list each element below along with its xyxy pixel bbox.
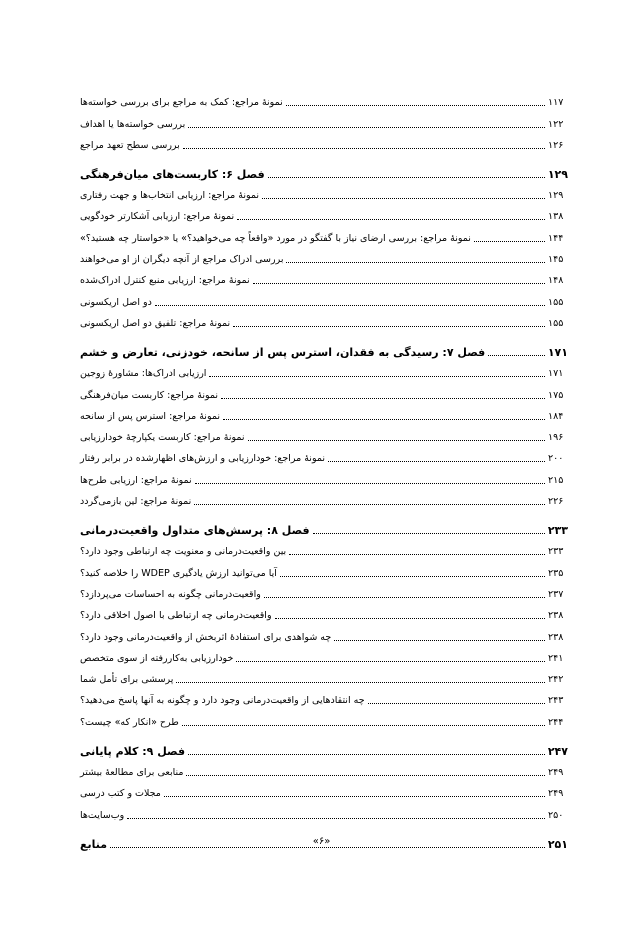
toc-entry [78,287,568,308]
dot-leader [186,775,545,776]
toc-entry [78,707,568,728]
dot-leader [334,640,545,641]
toc-entry [78,800,568,821]
toc-page-number: ۲۳۸ [548,631,564,643]
toc-page-number: ۱۲۹ [548,190,564,202]
toc-entry [78,181,568,202]
toc-page-number: ۲۳۷ [548,588,564,600]
toc-entry [78,423,568,444]
toc-page-number: ۲۳۳ [547,524,568,538]
toc-page-number: ۲۰۰ [548,453,564,465]
toc-page-number: ۱۸۴ [548,410,564,422]
toc-entry [78,537,568,558]
dot-leader [262,198,545,199]
toc-entry [78,487,568,508]
toc-chapter-entry [78,335,568,359]
toc-chapter-entry [78,513,568,537]
toc-entry [78,644,568,665]
toc-page-number: ۲۳۳ [548,546,564,558]
dot-leader [183,148,545,149]
toc-entry-title: نمونهٔ مراجع: کمک به مراجع برای بررسی خواسته‌ها [80,97,283,109]
toc-entry [78,444,568,465]
toc-page-number: ۱۲۹ [547,167,568,181]
dot-leader [488,355,545,356]
dot-leader [188,754,545,755]
toc-entry-title: منابع [80,837,108,851]
dot-leader [233,326,545,327]
page-number: «۶» [312,836,331,847]
toc-page-number: ۲۴۹ [548,788,564,800]
toc-entry-title: پرسشی برای تأمل شما [80,674,174,686]
toc-page-number: ۱۲۲ [548,118,564,130]
toc-entry [78,88,568,109]
toc-page-number: ۱۴۸ [548,275,564,287]
toc-entry-title: فصل ۹: کلام پایانی [80,744,186,758]
toc-entry [78,601,568,622]
dot-leader [188,127,545,128]
dot-leader [209,376,545,377]
toc-entry [78,131,568,152]
toc-entry [78,309,568,330]
toc-entry-title: نمونهٔ مراجع: ارزیابی انتخاب‌ها و جهت رفتاری [80,190,260,202]
toc-page-number: ۱۹۶ [548,432,564,444]
toc-page-number: ۲۴۲ [548,674,564,686]
toc-entry-title: نمونهٔ مراجع: ارزیابی آشکارتر خودگویی [80,211,235,223]
toc-entry-title: نمونهٔ مراجع: بررسی ارضای نیاز با گفتگو در مورد «واقعاً چه می‌خواهید؟» یا «خواستار چه هستید؟» [80,232,471,244]
toc-page-number: ۱۱۷ [548,97,564,109]
toc-page-number: ۲۳۸ [548,610,564,622]
toc-entry [78,402,568,423]
toc-entry [78,109,568,130]
dot-leader [313,533,545,534]
toc-entry [78,580,568,601]
toc-entry [78,202,568,223]
toc-entry-title: نمونهٔ مراجع: خودارزیابی و ارزش‌های اظهارشده در برابر رفتار [80,453,325,465]
toc-page-number: ۱۵۵ [548,296,564,308]
toc-entry-title: فصل ۶: کاربست‌های میان‌فرهنگی [80,167,265,181]
dot-leader [264,597,545,598]
toc-entry-title: فصل ۸: پرسش‌های متداول واقعیت‌درمانی [80,524,310,538]
toc-entry-title: نمونهٔ مراجع: کاربست یکپارچهٔ خودارزیابی [80,432,245,444]
toc-entry [78,558,568,579]
toc-page-number: ۲۴۹ [548,767,564,779]
toc-entry [78,359,568,380]
toc-entry-title: آیا می‌توانید ارزش یادگیری WDEP را خلاصه کنید؟ [80,567,277,579]
toc-page-number: ۲۵۱ [547,837,568,851]
toc-entry-title: منابعی برای مطالعهٔ بیشتر [80,767,184,779]
toc-page-number: ۲۱۵ [548,474,564,486]
toc-entry-title: چه انتقادهایی از واقعیت‌درمانی وجود دارد و چگونه به آنها پاسخ می‌دهید؟ [80,695,365,707]
toc-entry [78,245,568,266]
toc-page-number: ۲۴۴ [548,716,564,728]
dot-leader [275,618,545,619]
dot-leader [176,682,545,683]
toc-page-number: ۲۴۷ [547,744,568,758]
toc-entry-title: وب‌سایت‌ها [80,809,125,821]
toc-entry-title: فصل ۷: رسیدگی به فقدان، استرس پس از سانحه، خودزنی، تعارض و خشم [80,345,486,359]
dot-leader [474,241,545,242]
dot-leader [182,725,545,726]
toc-entry-title: دو اصل اریکسونی [80,296,152,308]
toc-entry-title: نمونهٔ مراجع: تلفیق دو اصل اریکسونی [80,317,231,329]
toc-entry-title: ارزیابی ادراک‌ها: مشاورهٔ زوجین [80,368,207,380]
toc-entry-title: نمونهٔ مراجع: لین بازمی‌گردد [80,496,192,508]
dot-leader [221,398,545,399]
toc-page-number: ۱۷۵ [548,389,564,401]
toc-entry-title: نمونهٔ مراجع: ارزیابی طرح‌ها [80,474,192,486]
toc-entry-title: نمونهٔ مراجع: کاربست میان‌فرهنگی [80,389,219,401]
dot-leader [286,262,545,263]
toc-entry-title: بررسی خواسته‌ها یا اهداف [80,118,186,130]
toc-page-number: ۱۴۵ [548,254,564,266]
toc-entry-title: بین واقعیت‌درمانی و معنویت چه ارتباطی وجود دارد؟ [80,546,287,558]
toc-page-number: ۱۴۴ [548,232,564,244]
toc-entry-title: بررسی ادراک مراجع از آنچه دیگران از او می‌خواهند [80,254,284,266]
dot-leader [289,554,545,555]
toc-entry [78,779,568,800]
toc-page-number: ۱۳۸ [548,211,564,223]
toc-entry-title: نمونهٔ مراجع: ارزیابی منبع کنترل ادراک‌شده [80,275,250,287]
dot-leader [155,305,545,306]
toc-entry [78,665,568,686]
dot-leader [280,576,545,577]
toc-entry [78,380,568,401]
dot-leader [268,177,545,178]
table-of-contents [78,88,568,851]
dot-leader [195,483,545,484]
toc-entry [78,622,568,643]
dot-leader [368,703,545,704]
toc-entry [78,465,568,486]
dot-leader [248,440,545,441]
toc-entry-title: خودارزیابی به‌کاررفته از سوی متخصص [80,652,234,664]
toc-page-number: ۱۷۱ [547,345,568,359]
toc-page-number: ۲۳۵ [548,567,564,579]
toc-entry-title: بررسی سطح تعهد مراجع [80,139,180,151]
toc-entry [78,223,568,244]
toc-page-number: ۲۴۱ [548,652,564,664]
toc-page-number: ۱۷۱ [548,368,564,380]
toc-entry-title: نمونهٔ مراجع: استرس پس از سانحه [80,410,220,422]
dot-leader [236,661,545,662]
toc-entry [78,266,568,287]
toc-page-number: ۲۴۳ [548,695,564,707]
dot-leader [328,461,545,462]
dot-leader [194,504,545,505]
toc-chapter-entry [78,157,568,181]
dot-leader [237,219,545,220]
dot-leader [164,796,545,797]
toc-page-number: ۲۲۶ [548,496,564,508]
dot-leader [253,283,545,284]
toc-page-number: ۲۵۰ [548,809,564,821]
toc-entry-title: واقعیت‌درمانی چگونه به احساسات می‌پردازد؟ [80,588,261,600]
toc-page-number: ۱۵۵ [548,317,564,329]
toc-entry-title: چه شواهدی برای استفادهٔ اثربخش از واقعیت‌درمانی وجود دارد؟ [80,631,332,643]
dot-leader [223,419,545,420]
toc-chapter-entry [78,734,568,758]
toc-entry [78,758,568,779]
toc-entry [78,686,568,707]
dot-leader [286,105,545,106]
toc-page-number: ۱۲۶ [548,139,564,151]
dot-leader [127,818,545,819]
toc-entry-title: طرح «انکار که» چیست؟ [80,716,179,728]
toc-entry-title: مجلات و کتب درسی [80,788,161,800]
toc-entry-title: واقعیت‌درمانی چه ارتباطی با اصول اخلاقی دارد؟ [80,610,272,622]
